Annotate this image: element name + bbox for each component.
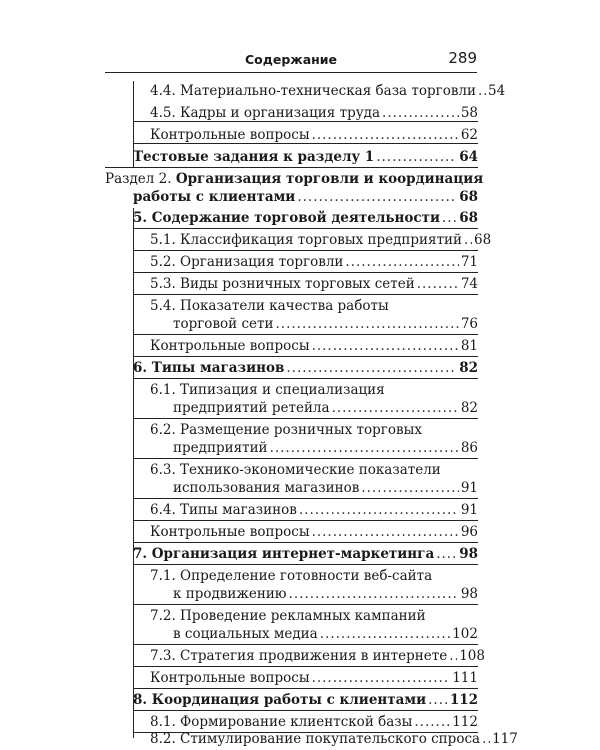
entry-divider xyxy=(133,666,478,667)
toc-entry-5-4[interactable] xyxy=(173,314,478,334)
toc-entry-5-2[interactable] xyxy=(150,252,478,272)
leader-dots xyxy=(286,358,457,378)
toc-entry-label: Контрольные вопросы xyxy=(150,670,310,686)
toc-entry-page: 68 xyxy=(459,210,478,226)
toc-entry-page: 98 xyxy=(459,546,478,562)
toc-entry-7-2-line1[interactable]: 7.2. Проведение рекламных кампаний xyxy=(150,608,426,624)
toc-entry-label: 8. Координация работы с клиентами xyxy=(133,692,427,708)
toc-entry-page: 111 xyxy=(452,670,478,686)
toc-entry-page: 76 xyxy=(460,316,478,332)
leader-dots xyxy=(345,252,458,272)
toc-entry-page: 58 xyxy=(460,105,478,121)
toc-entry-label: 5.2. Организация торговли xyxy=(150,254,344,270)
toc-entry-page: 112 xyxy=(452,714,478,730)
toc-entry-page: 82 xyxy=(459,360,478,376)
toc-entry-6-3-line1[interactable]: 6.3. Технико-экономические показатели xyxy=(150,462,441,478)
part-2-title-line1: Организация торговли и координация xyxy=(175,171,484,187)
entry-divider xyxy=(133,520,478,521)
entry-divider xyxy=(133,688,478,689)
entry-divider xyxy=(133,564,478,565)
toc-entry-page: 91 xyxy=(460,480,478,496)
part-2-heading-line1[interactable] xyxy=(105,169,483,189)
toc-entry-page: 98 xyxy=(460,586,478,602)
toc-entry-label: предприятий ретейла xyxy=(173,400,330,416)
leader-dots xyxy=(270,438,459,458)
entry-divider xyxy=(133,143,478,144)
leader-dots xyxy=(299,500,459,520)
toc-entry-page: 91 xyxy=(460,502,478,518)
toc-entry-6-2[interactable] xyxy=(173,438,478,458)
toc-entry-label: 4.4. Материально-техническая база торговли xyxy=(150,83,477,99)
entry-divider xyxy=(133,356,478,357)
toc-entry-label: 7. Организация интернет-маркетинга xyxy=(133,546,435,562)
toc-entry-part-2[interactable] xyxy=(133,187,478,207)
toc-entry-6-1-line1[interactable]: 6.1. Типизация и специализация xyxy=(150,382,385,398)
toc-entry-page: 62 xyxy=(460,127,478,143)
toc-entry-page: 82 xyxy=(460,400,478,416)
leader-dots xyxy=(417,274,459,294)
toc-entry-label: 8.1. Формирование клиентской базы xyxy=(150,714,413,730)
toc-entry-label: в социальных медиа xyxy=(173,626,318,642)
leader-dots xyxy=(289,584,459,604)
toc-entry-4-5[interactable] xyxy=(150,103,478,123)
running-header xyxy=(105,48,477,73)
toc-entry-page: 86 xyxy=(460,440,478,456)
toc-entry-label: 5.1. Классификация торговых предприятий xyxy=(150,232,463,248)
leader-dots xyxy=(442,208,457,228)
toc-entry-label: Контрольные вопросы xyxy=(150,127,310,143)
leader-dots xyxy=(320,624,450,644)
toc-entry-label: 6. Типы магазинов xyxy=(133,360,285,376)
toc-entry-page: 102 xyxy=(452,626,478,642)
toc-entry-label: 8.2. Стимулирование покупательского спроса xyxy=(150,731,481,747)
indent-rule xyxy=(133,208,134,738)
entry-divider xyxy=(133,542,478,543)
toc-entry-review-questions-6[interactable] xyxy=(150,522,478,542)
leader-dots xyxy=(382,103,459,123)
leader-dots xyxy=(376,147,457,167)
entry-divider xyxy=(133,250,478,251)
leader-dots xyxy=(312,522,459,542)
toc-entry-chapter-5[interactable] xyxy=(133,208,478,228)
toc-entry-review-questions-4[interactable] xyxy=(150,125,478,145)
leader-dots xyxy=(482,729,490,749)
toc-entry-7-3[interactable] xyxy=(150,646,485,666)
toc-entry-page: 71 xyxy=(460,254,478,270)
toc-entry-page: 54 xyxy=(488,83,506,99)
section-divider xyxy=(105,167,478,168)
entry-divider xyxy=(133,458,478,459)
header-title: Содержание xyxy=(244,52,338,67)
leader-dots xyxy=(436,544,457,564)
toc-entry-label: Контрольные вопросы xyxy=(150,524,310,540)
entry-divider xyxy=(133,272,478,273)
leader-dots xyxy=(312,668,451,688)
toc-entry-page: 68 xyxy=(474,232,492,248)
toc-entry-label: 6.4. Типы магазинов xyxy=(150,502,297,518)
entry-divider xyxy=(133,418,478,419)
leader-dots xyxy=(428,690,448,710)
toc-entry-4-4[interactable] xyxy=(150,81,506,101)
toc-entry-5-1[interactable] xyxy=(150,230,492,250)
toc-entry-6-4[interactable] xyxy=(150,500,478,520)
part-2-prefix: Раздел 2. xyxy=(105,171,176,187)
toc-entry-6-2-line1[interactable]: 6.2. Размещение розничных торговых xyxy=(150,422,422,438)
toc-entry-5-3[interactable] xyxy=(150,274,478,294)
leader-dots xyxy=(312,336,459,356)
toc-entry-7-1[interactable] xyxy=(173,584,478,604)
toc-entry-label: предприятий xyxy=(173,440,268,456)
leader-dots xyxy=(361,478,459,498)
entry-divider xyxy=(133,604,478,605)
toc-entry-label: работы с клиентами xyxy=(133,189,296,205)
toc-entry-8-2[interactable] xyxy=(150,729,518,749)
leader-dots xyxy=(449,646,457,666)
toc-entry-page: 117 xyxy=(492,731,518,747)
entry-divider xyxy=(133,644,478,645)
entry-divider xyxy=(133,498,478,499)
toc-entry-page: 68 xyxy=(459,189,478,205)
leader-dots xyxy=(464,230,472,250)
toc-entry-page: 64 xyxy=(459,149,478,165)
leader-dots xyxy=(332,398,459,418)
entry-divider xyxy=(133,294,478,295)
header-page-number: 289 xyxy=(448,49,477,67)
entry-divider xyxy=(133,710,478,711)
toc-entry-6-1[interactable] xyxy=(173,398,478,418)
entry-divider xyxy=(133,378,478,379)
toc-entry-page: 112 xyxy=(449,692,478,708)
leader-dots xyxy=(275,314,458,334)
entry-divider xyxy=(133,121,478,122)
leader-dots xyxy=(312,125,459,145)
toc-entry-test-section-1[interactable] xyxy=(133,147,478,167)
toc-entry-label: 7.3. Стратегия продвижения в интернете xyxy=(150,648,448,664)
toc-entry-page: 81 xyxy=(460,338,478,354)
toc-entry-label: использования магазинов xyxy=(173,480,360,496)
toc-entry-label: 5.3. Виды розничных торговых сетей xyxy=(150,276,415,292)
toc-entry-label: Контрольные вопросы xyxy=(150,338,310,354)
toc-entry-label: к продвижению xyxy=(173,586,287,602)
toc-entry-label: 5. Содержание торговой деятельности xyxy=(133,210,440,226)
toc-entry-label: торговой сети xyxy=(173,316,274,332)
entry-divider xyxy=(133,334,478,335)
toc-entry-page: 96 xyxy=(460,524,478,540)
toc-entry-chapter-8[interactable] xyxy=(133,690,478,710)
toc-entry-page: 74 xyxy=(460,276,478,292)
leader-dots xyxy=(297,187,457,207)
toc-entry-7-1-line1[interactable]: 7.1. Определение готовности веб-сайта xyxy=(150,568,433,584)
leader-dots xyxy=(478,81,486,101)
toc-entry-review-questions-7[interactable] xyxy=(150,668,478,688)
toc-entry-review-questions-5[interactable] xyxy=(150,336,478,356)
toc-entry-page: 108 xyxy=(459,648,485,664)
toc-entry-chapter-6[interactable] xyxy=(133,358,478,378)
toc-entry-label: 4.5. Кадры и организация труда xyxy=(150,105,381,121)
toc-entry-chapter-7[interactable] xyxy=(133,544,478,564)
toc-entry-7-2[interactable] xyxy=(173,624,478,644)
toc-entry-label: Тестовые задания к разделу 1 xyxy=(133,149,375,165)
toc-entry-5-4-line1[interactable]: 5.4. Показатели качества работы xyxy=(150,298,389,314)
toc-entry-6-3[interactable] xyxy=(173,478,478,498)
indent-rule xyxy=(133,81,134,167)
entry-divider xyxy=(133,228,478,229)
